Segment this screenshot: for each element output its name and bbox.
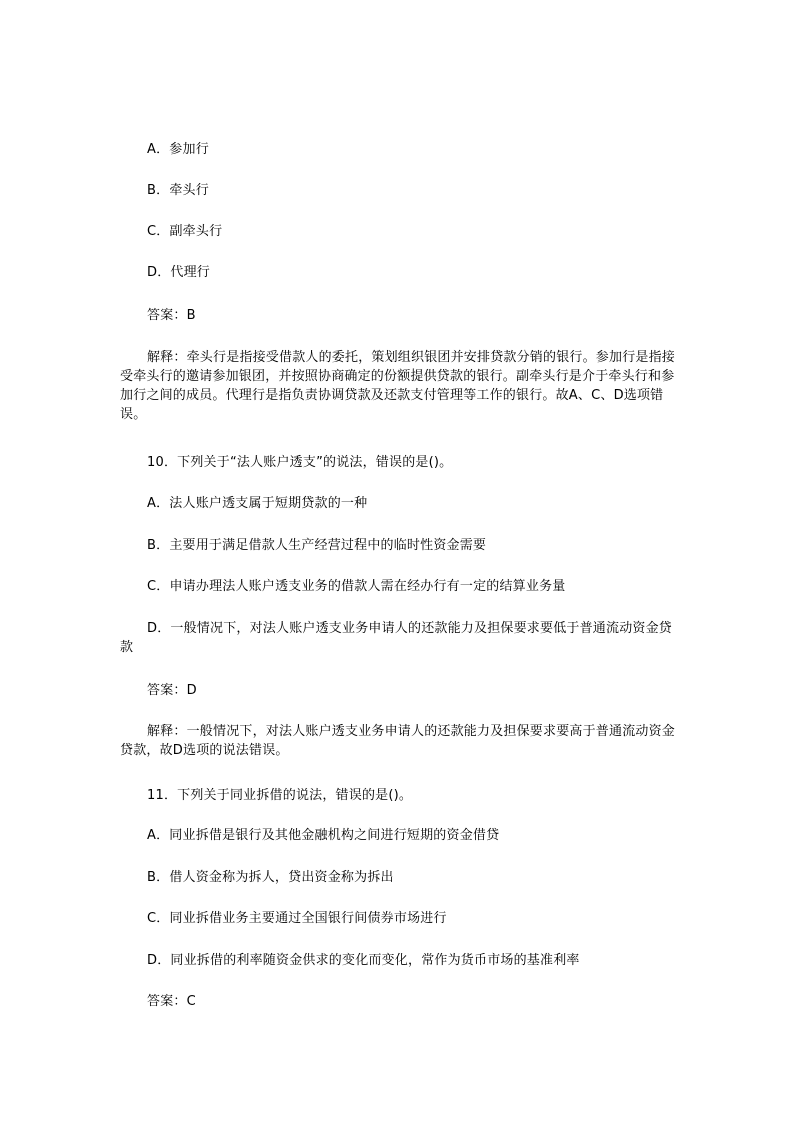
q11-option-b: B．借人资金称为拆人，贷出资金称为拆出 [147, 870, 394, 885]
q9-option-d: D．代理行 [147, 265, 211, 280]
q9-answer: 答案：B [147, 308, 196, 323]
q9-option-a: A．参加行 [147, 142, 209, 157]
q9-option-b: B．牵头行 [147, 183, 209, 198]
q11-question: 11．下列关于同业拆借的说法，错误的是()。 [147, 788, 413, 803]
q10-option-b: B．主要用于满足借款人生产经营过程中的临时性资金需要 [147, 538, 487, 553]
q11-answer: 答案：C [147, 994, 196, 1009]
q10-option-a: A．法人账户透支属于短期贷款的一种 [147, 496, 368, 511]
q9-option-c: C．副牵头行 [147, 224, 223, 239]
q9-explanation: 解释：牵头行是指接受借款人的委托，策划组织银团并安排贷款分销的银行。参加行是指接受牵头行的邀请参加银团，并按照协商确定的份额提供贷款的银行。副牵头行是介于牵头行和参加行之间的成员。代理行是指负责协调贷款及还款支付管理等工作的银行。故A、C、D选项错误。 [120, 350, 676, 422]
q10-answer: 答案：D [147, 683, 197, 698]
q10-question: 10．下列关于“法人账户透支”的说法，错误的是()。 [147, 455, 453, 470]
q11-option-a: A．同业拆借是银行及其他金融机构之间进行短期的资金借贷 [147, 828, 500, 843]
q10-explanation: 解释：一般情况下，对法人账户透支业务申请人的还款能力及担保要求要高于普通流动资金贷款，故D选项的说法错误。 [120, 724, 676, 758]
q10-option-d: D．一般情况下，对法人账户透支业务申请人的还款能力及担保要求要低于普通流动资金贷款 [120, 621, 673, 655]
q11-option-d: D．同业拆借的利率随资金供求的变化而变化，常作为货币市场的基准利率 [147, 953, 580, 968]
q11-option-c: C．同业拆借业务主要通过全国银行间债券市场进行 [147, 911, 447, 926]
q10-option-c: C．申请办理法人账户透支业务的借款人需在经办行有一定的结算业务量 [147, 579, 566, 594]
